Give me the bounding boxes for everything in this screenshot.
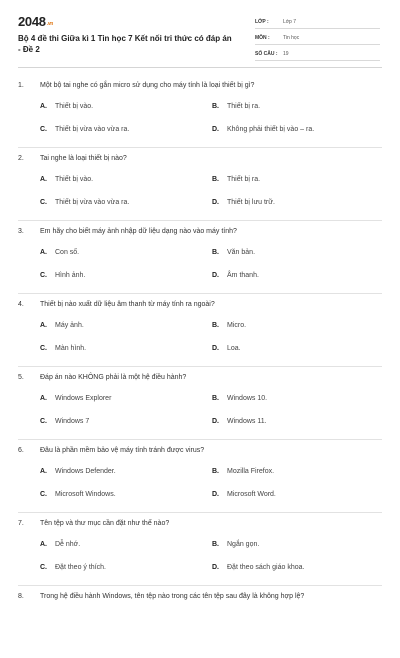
option-c[interactable]: [40, 418, 89, 425]
option-b[interactable]: [212, 322, 246, 329]
option-letter: C.: [40, 126, 47, 133]
option-text: Văn bản.: [227, 249, 256, 256]
question-prompt: Đâu là phần mềm bảo vệ máy tính tránh được virus?: [40, 447, 205, 454]
option-text: Thiết bị ra.: [227, 103, 261, 110]
option-text: Windows 10.: [227, 395, 268, 402]
question-item: [18, 294, 382, 367]
option-a[interactable]: [40, 395, 111, 402]
question-item: [18, 148, 382, 221]
option-letter: D.: [212, 126, 219, 133]
option-text: Thiết bị vào.: [55, 176, 94, 183]
question-item: [18, 367, 382, 440]
meta-key: MÔN :: [255, 34, 270, 41]
meta-row-class: [255, 15, 380, 29]
page-title: Bộ 4 đề thi Giữa kì 1 Tin học 7 Kết nối tri thức có đáp án - Đề 2: [18, 34, 232, 54]
meta-value: Lớp 7: [283, 18, 297, 25]
option-b[interactable]: [212, 541, 259, 548]
option-text: Không phải thiết bị vào – ra.: [227, 126, 315, 133]
meta-key: SỐ CÂU :: [255, 50, 278, 57]
option-c[interactable]: [40, 126, 129, 133]
option-letter: C.: [40, 564, 47, 571]
option-text: Windows 11.: [227, 418, 267, 425]
question-text: [18, 374, 186, 381]
meta-key: LỚP :: [255, 18, 269, 25]
option-letter: B.: [212, 468, 219, 475]
question-number: 2.: [18, 155, 24, 162]
option-d[interactable]: [212, 126, 314, 133]
option-text: Âm thanh.: [227, 272, 259, 279]
option-text: Ngắn gọn.: [227, 541, 260, 548]
question-text: [18, 82, 254, 89]
option-letter: C.: [40, 199, 47, 206]
option-letter: C.: [40, 418, 47, 425]
option-d[interactable]: [212, 491, 276, 498]
option-letter: D.: [212, 199, 219, 206]
option-letter: D.: [212, 418, 219, 425]
option-b[interactable]: [212, 176, 260, 183]
option-text: Hình ảnh.: [55, 272, 86, 279]
question-number: 5.: [18, 374, 24, 381]
option-a[interactable]: [40, 541, 80, 548]
option-letter: B.: [212, 395, 219, 402]
question-list: [0, 75, 400, 658]
question-number: 1.: [18, 82, 24, 89]
option-letter: D.: [212, 272, 219, 279]
option-letter: A.: [40, 468, 47, 475]
option-text: Thiết bị vừa vào vừa ra.: [55, 126, 130, 133]
question-number: 8.: [18, 593, 24, 600]
option-letter: D.: [212, 491, 219, 498]
option-text: Microsoft Windows.: [55, 491, 116, 498]
option-a[interactable]: [40, 468, 116, 475]
option-a[interactable]: [40, 249, 79, 256]
question-number: 4.: [18, 301, 24, 308]
option-letter: D.: [212, 345, 219, 352]
option-a[interactable]: [40, 322, 84, 329]
logo-text: 2048: [18, 14, 46, 29]
option-text: Windows Explorer: [55, 395, 112, 402]
option-text: Máy ảnh.: [55, 322, 84, 329]
option-letter: A.: [40, 541, 47, 548]
question-item: [18, 75, 382, 148]
option-d[interactable]: [212, 418, 267, 425]
page-header: [0, 0, 400, 60]
meta-value: 19: [283, 50, 289, 57]
question-prompt: Tai nghe là loại thiết bị nào?: [40, 155, 127, 162]
question-item: [18, 221, 382, 294]
question-text: [18, 593, 304, 600]
meta-row-count: [255, 47, 380, 61]
option-letter: C.: [40, 345, 47, 352]
question-item: [18, 586, 382, 658]
option-a[interactable]: [40, 176, 93, 183]
meta-row-subject: [255, 31, 380, 45]
option-text: Microsoft Word.: [227, 491, 276, 498]
option-c[interactable]: [40, 345, 86, 352]
question-text: [18, 520, 169, 527]
question-prompt: Một bộ tai nghe có gắn micro sử dụng cho máy tính là loại thiết bị gì?: [40, 82, 255, 89]
option-text: Màn hình.: [55, 345, 87, 352]
option-letter: C.: [40, 491, 47, 498]
question-item: [18, 440, 382, 513]
option-text: Thiết bị ra.: [227, 176, 261, 183]
option-text: Thiết bị vừa vào vừa ra.: [55, 199, 130, 206]
question-prompt: Đáp án nào KHÔNG phải là một hệ điều hành?: [40, 374, 187, 381]
site-logo[interactable]: [18, 14, 53, 29]
option-letter: B.: [212, 176, 219, 183]
question-number: 7.: [18, 520, 24, 527]
option-text: Dễ nhớ.: [55, 541, 81, 548]
option-text: Thiết bị vào.: [55, 103, 94, 110]
option-text: Đặt theo ý thích.: [55, 564, 106, 571]
option-text: Mozilla Firefox.: [227, 468, 275, 475]
option-letter: A.: [40, 249, 47, 256]
option-d[interactable]: [212, 564, 304, 571]
option-letter: B.: [212, 103, 219, 110]
option-a[interactable]: [40, 103, 93, 110]
option-letter: D.: [212, 564, 219, 571]
option-d[interactable]: [212, 272, 259, 279]
option-letter: A.: [40, 322, 47, 329]
option-text: Windows 7: [55, 418, 90, 425]
option-letter: C.: [40, 272, 47, 279]
option-b[interactable]: [212, 468, 274, 475]
exam-meta: [255, 15, 380, 63]
option-d[interactable]: [212, 345, 241, 352]
logo-suffix: .vn: [46, 21, 54, 27]
question-prompt: Trong hệ điều hành Windows, tên tệp nào trong các tên tệp sau đây là không hợp lệ?: [40, 593, 305, 600]
option-c[interactable]: [40, 491, 116, 498]
question-prompt: Em hãy cho biết máy ảnh nhập dữ liệu dạng nào vào máy tính?: [40, 228, 237, 235]
option-text: Con số.: [55, 249, 80, 256]
meta-value: Tin học: [283, 34, 300, 41]
option-c[interactable]: [40, 272, 85, 279]
question-number: 6.: [18, 447, 24, 454]
question-prompt: Thiết bị nào xuất dữ liệu âm thanh từ máy tính ra ngoài?: [40, 301, 215, 308]
option-b[interactable]: [212, 103, 260, 110]
option-letter: A.: [40, 103, 47, 110]
option-text: Micro.: [227, 322, 247, 329]
question-text: [18, 301, 215, 308]
option-b[interactable]: [212, 249, 255, 256]
question-number: 3.: [18, 228, 24, 235]
option-d[interactable]: [212, 199, 275, 206]
option-text: Windows Defender.: [55, 468, 116, 475]
header-divider: [18, 67, 382, 68]
option-letter: A.: [40, 176, 47, 183]
question-item: [18, 513, 382, 586]
option-b[interactable]: [212, 395, 267, 402]
question-text: [18, 155, 127, 162]
question-text: [18, 447, 204, 454]
option-letter: B.: [212, 322, 219, 329]
option-c[interactable]: [40, 199, 129, 206]
option-c[interactable]: [40, 564, 106, 571]
question-prompt: Tên tệp và thư mục cần đặt như thế nào?: [40, 520, 170, 527]
option-text: Loa.: [227, 345, 241, 352]
option-letter: B.: [212, 249, 219, 256]
option-letter: B.: [212, 541, 219, 548]
question-text: [18, 228, 237, 235]
option-text: Đặt theo sách giáo khoa.: [227, 564, 305, 571]
option-text: Thiết bị lưu trữ.: [227, 199, 275, 206]
option-letter: A.: [40, 395, 47, 402]
